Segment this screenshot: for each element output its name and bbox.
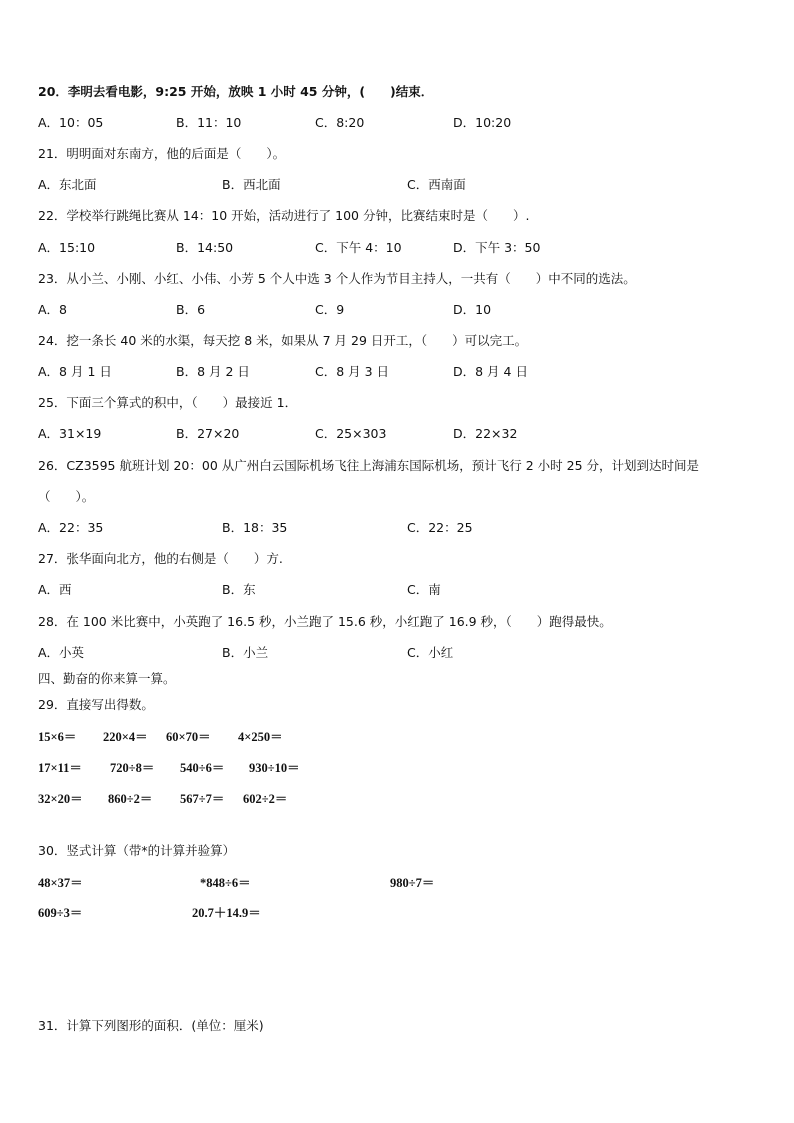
q29-item: 930÷10＝	[249, 761, 300, 775]
q23-option-a: A．8	[38, 302, 68, 317]
q24-option-a: A．8 月 1 日	[38, 364, 112, 379]
q20-option-a: A．10：05	[38, 115, 104, 130]
q24-option-b: B．8 月 2 日	[176, 364, 250, 379]
question-29-stem: 29．直接写出得数。	[38, 697, 154, 712]
q25-option-c: C．25×303	[315, 426, 387, 441]
q21-option-a: A．东北面	[38, 177, 97, 192]
q30-item: 48×37＝	[38, 876, 83, 890]
q21-option-c: C．西南面	[407, 177, 466, 192]
q21-option-b: B．西北面	[222, 177, 281, 192]
q29-item: 15×6＝	[38, 730, 77, 744]
question-22-stem: 22．学校举行跳绳比赛从 14：10 开始，活动进行了 100 分钟，比赛结束时是（ ）.	[38, 208, 530, 223]
question-28-stem: 28．在 100 米比赛中，小英跑了 16.5 秒，小兰跑了 15.6 秒，小红跑了 16.9 秒，（ ）跑得最快。	[38, 614, 612, 629]
question-20-stem: 20．李明去看电影，9:25 开始，放映 1 小时 45 分钟，( )结束．	[38, 84, 434, 99]
q29-item: 32×20＝	[38, 792, 83, 806]
question-31-stem: 31．计算下列图形的面积．(单位：厘米)	[38, 1018, 264, 1033]
q29-item: 17×11＝	[38, 761, 82, 775]
q22-option-a: A．15:10	[38, 240, 96, 255]
question-27-stem: 27．张华面向北方，他的右侧是（ ）方.	[38, 551, 283, 566]
q29-item: 567÷7＝	[180, 792, 225, 806]
q26-option-a: A．22：35	[38, 520, 104, 535]
q28-option-a: A．小英	[38, 645, 85, 660]
q23-option-b: B．6	[176, 302, 206, 317]
q24-option-c: C．8 月 3 日	[315, 364, 390, 379]
q29-item: 602÷2＝	[243, 792, 288, 806]
q25-option-a: A．31×19	[38, 426, 102, 441]
question-26-stem-line2: （ ）。	[38, 489, 95, 504]
q27-option-a: A．西	[38, 582, 72, 597]
q29-item: 4×250＝	[238, 730, 283, 744]
q20-option-c: C．8:20	[315, 115, 365, 130]
q27-option-c: C．南	[407, 582, 441, 597]
question-30-stem: 30．竖式计算（带*的计算并验算）	[38, 843, 236, 858]
q22-option-d: D．下午 3：50	[453, 240, 541, 255]
q29-item: 60×70＝	[166, 730, 211, 744]
q23-option-c: C．9	[315, 302, 345, 317]
q26-option-b: B．18：35	[222, 520, 288, 535]
q23-option-d: D．10	[453, 302, 492, 317]
q27-option-b: B．东	[222, 582, 256, 597]
q20-option-d: D．10:20	[453, 115, 512, 130]
q28-option-c: C．小红	[407, 645, 454, 660]
q25-option-d: D．22×32	[453, 426, 518, 441]
q22-option-b: B．14:50	[176, 240, 234, 255]
section-4-title: 四、勤奋的你来算一算。	[38, 671, 176, 686]
question-24-stem: 24．挖一条长 40 米的水渠，每天挖 8 米，如果从 7 月 29 日开工，（ ）可以完工。	[38, 333, 528, 348]
q25-option-b: B．27×20	[176, 426, 240, 441]
q22-option-c: C．下午 4：10	[315, 240, 402, 255]
q30-item: 980÷7＝	[390, 876, 435, 890]
q30-item: 20.7＋14.9＝	[192, 906, 261, 920]
q26-option-c: C．22：25	[407, 520, 473, 535]
question-26-stem-line1: 26．CZ3595 航班计划 20：00 从广州白云国际机场飞往上海浦东国际机场，预计飞行 2 小时 25 分，计划到达时间是	[38, 458, 699, 473]
q30-item: *848÷6＝	[200, 876, 251, 890]
question-21-stem: 21．明明面对东南方，他的后面是（ ）。	[38, 146, 286, 161]
q29-item: 720÷8＝	[110, 761, 155, 775]
q28-option-b: B．小兰	[222, 645, 269, 660]
q30-item: 609÷3＝	[38, 906, 83, 920]
q20-option-b: B．11：10	[176, 115, 242, 130]
q29-item: 540÷6＝	[180, 761, 225, 775]
q29-item: 860÷2＝	[108, 792, 153, 806]
q29-item: 220×4＝	[103, 730, 148, 744]
question-23-stem: 23．从小兰、小刚、小红、小伟、小芳 5 个人中选 3 个人作为节目主持人，一共有（ ）中不同的选法。	[38, 271, 636, 286]
q24-option-d: D．8 月 4 日	[453, 364, 528, 379]
question-25-stem: 25．下面三个算式的积中，（ ）最接近 1．	[38, 395, 298, 410]
